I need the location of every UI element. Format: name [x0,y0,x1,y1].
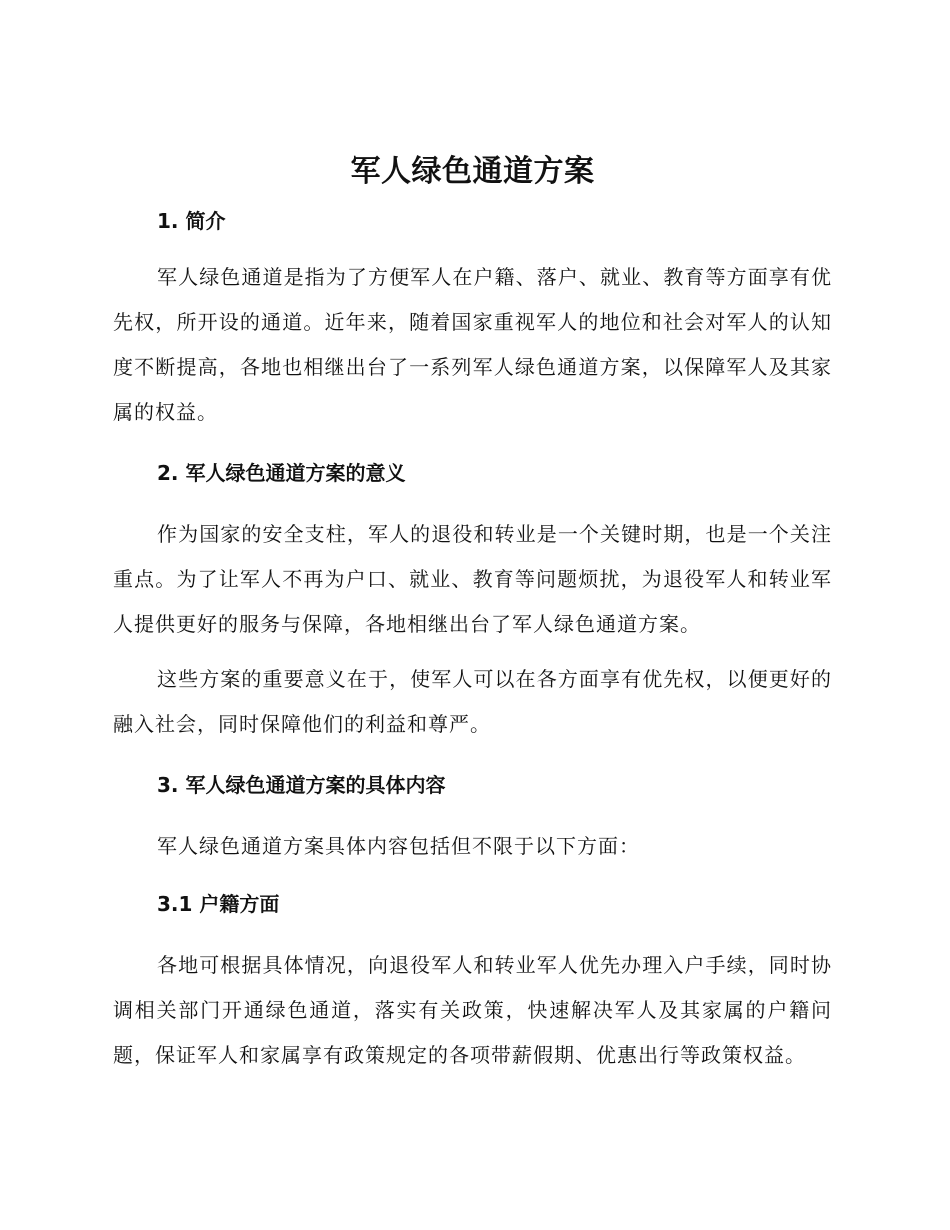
document-title: 军人绿色通道方案 [350,154,595,189]
paragraph-introduction: 军人绿色通道是指为了方便军人在户籍、落户、就业、教育等方面享有优先权，所开设的通道。近年来，随着国家重视军人的地位和社会对军人的认知度不断提高，各地也相继出台了一系列军人绿色通道方案，以保障军人及其家属的权益。 [113,265,832,424]
paragraph-content-intro: 军人绿色通道方案具体内容包括但不限于以下方面： [157,834,640,858]
section-heading-content: 3. 军人绿色通道方案的具体内容 [157,773,446,797]
subsection-heading-household-registration: 3.1 户籍方面 [157,892,280,916]
paragraph-significance-1: 作为国家的安全支柱，军人的退役和转业是一个关键时期，也是一个关注重点。为了让军人不再为户口、就业、教育等问题烦扰，为退役军人和转业军人提供更好的服务与保障，各地相继出台了军人绿色通道方案。 [113,522,832,636]
document-page [113,150,832,1078]
paragraph-household-registration: 各地可根据具体情况，向退役军人和转业军人优先办理入户手续，同时协调相关部门开通绿色通道，落实有关政策，快速解决军人及其家属的户籍问题，保证军人和家属享有政策规定的各项带薪假期、优惠出行等政策权益。 [113,953,832,1067]
section-heading-introduction: 1. 简介 [157,209,226,233]
paragraph-significance-2: 这些方案的重要意义在于，使军人可以在各方面享有优先权，以便更好的融入社会，同时保障他们的利益和尊严。 [113,667,832,736]
section-heading-significance: 2. 军人绿色通道方案的意义 [157,461,406,485]
